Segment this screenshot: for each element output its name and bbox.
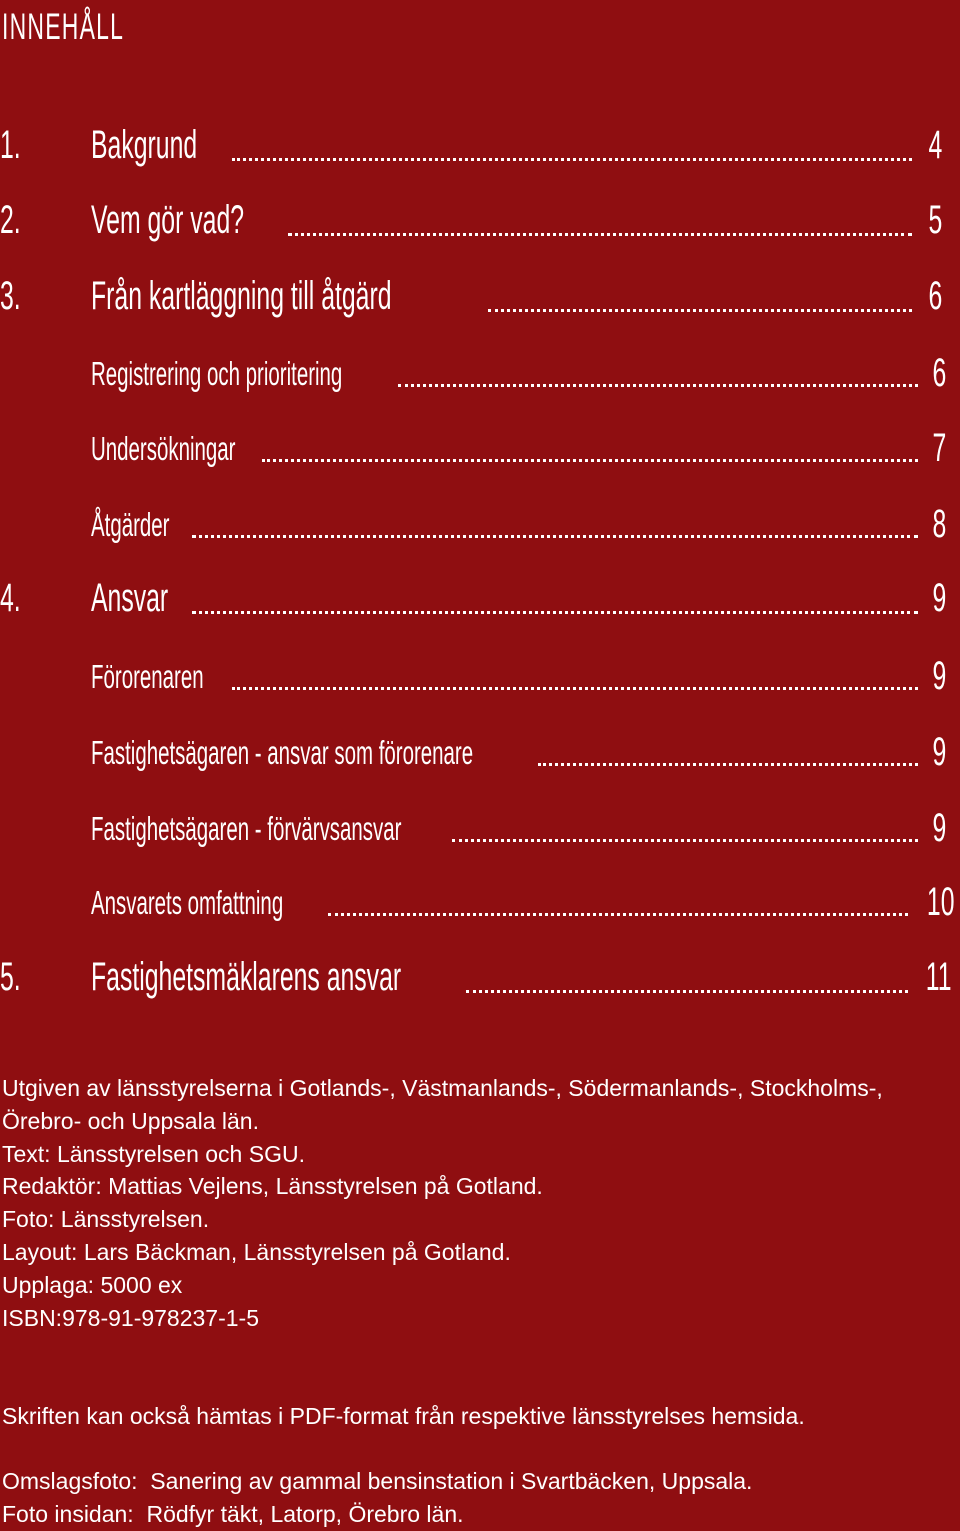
toc-dot-leader (262, 459, 918, 462)
layout-credit: Layout: Lars Bäckman, Länsstyrelsen på Gotland. (2, 1238, 511, 1265)
toc-entry-title: Vem gör vad? (91, 198, 245, 242)
cover-photo-credit: Omslagsfoto: Sanering av gammal bensinstation i Svartbäcken, Uppsala. (2, 1468, 753, 1494)
toc-entry-page: 4 (928, 123, 942, 167)
toc-entry[interactable] (0, 351, 946, 397)
toc-entry-number: 3. (0, 274, 21, 318)
toc-entry-title: Ansvar (91, 576, 169, 620)
toc-entry[interactable] (0, 578, 946, 624)
toc-entry[interactable] (0, 957, 952, 1003)
photo-credits (2, 1465, 752, 1531)
toc-entry-page: 9 (932, 576, 946, 620)
colophon (2, 1072, 883, 1334)
toc-entry-title: Från kartläggning till åtgärd (91, 274, 392, 318)
toc-dot-leader (466, 990, 908, 993)
toc-entry-page: 6 (932, 351, 946, 395)
toc-entry-number: 5. (0, 955, 21, 999)
toc-entry-page: 10 (926, 880, 954, 924)
toc-entry-title: Fastighetsägaren - ansvar som förorenare (91, 734, 474, 771)
toc-entry-page: 5 (928, 198, 942, 242)
toc-dot-leader (232, 158, 912, 161)
toc-entry-page: 9 (932, 654, 946, 698)
toc-entry-number: 1. (0, 123, 21, 167)
publisher-line: Utgiven av länsstyrelserna i Gotlands-, Västmanlands-, Södermanlands-, Stockholms-, (2, 1075, 883, 1101)
toc-entry[interactable] (0, 276, 942, 322)
toc-dot-leader (488, 309, 912, 312)
toc-entry[interactable] (0, 200, 942, 246)
toc-entry[interactable] (0, 654, 946, 700)
toc-entry-title: Registrering och prioritering (91, 355, 343, 392)
toc-entry-title: Fastighetsmäklarens ansvar (91, 955, 402, 999)
toc-entry-title: Förorenaren (91, 658, 204, 695)
toc-entry-page: 11 (926, 955, 952, 999)
toc-entry[interactable] (0, 806, 946, 852)
toc-entry-title: Ansvarets omfattning (91, 884, 284, 921)
toc-entry-page: 9 (932, 806, 946, 850)
toc-entry-title: Fastighetsägaren - förvärvsansvar (91, 810, 402, 847)
isbn: ISBN:978-91-978237-1-5 (2, 1304, 259, 1331)
photo-credit: Foto: Länsstyrelsen. (2, 1206, 210, 1233)
toc-entry-page: 9 (932, 730, 946, 774)
edition-info: Upplaga: 5000 ex (2, 1271, 183, 1298)
toc-entry-number: 2. (0, 198, 21, 242)
toc-entry-title: Bakgrund (91, 123, 198, 167)
editor-credit: Redaktör: Mattias Vejlens, Länsstyrelsen på Gotland. (2, 1173, 543, 1200)
toc-entry[interactable] (0, 426, 946, 472)
toc-dot-leader (538, 763, 918, 766)
toc-dot-leader (398, 384, 918, 387)
inside-photo-credit: Foto insidan: Rödfyr täkt, Latorp, Örebro län. (2, 1500, 464, 1527)
pdf-note (2, 1400, 805, 1433)
text-credit: Text: Länsstyrelsen och SGU. (2, 1140, 305, 1167)
toc-entry[interactable] (0, 730, 946, 776)
publisher-line: Örebro- och Uppsala län. (2, 1107, 259, 1134)
pdf-note-text: Skriften kan också hämtas i PDF-format från respektive länsstyrelses hemsida. (2, 1403, 805, 1429)
toc-entry-page: 7 (932, 426, 946, 470)
toc-entry[interactable] (0, 502, 946, 548)
page-title: INNEHÅLL (2, 6, 125, 47)
toc-entry[interactable] (0, 880, 954, 926)
toc-dot-leader (452, 839, 918, 842)
toc-dot-leader (192, 535, 918, 538)
toc-dot-leader (232, 687, 918, 690)
toc-entry-title: Åtgärder (91, 506, 170, 543)
toc-entry-page: 6 (928, 274, 942, 318)
toc-entry-title: Undersökningar (91, 430, 236, 467)
toc-entry[interactable] (0, 125, 942, 171)
toc-dot-leader (192, 611, 918, 614)
toc-dot-leader (328, 913, 908, 916)
toc-entry-page: 8 (932, 502, 946, 546)
toc-dot-leader (288, 233, 912, 236)
toc-entry-number: 4. (0, 576, 21, 620)
